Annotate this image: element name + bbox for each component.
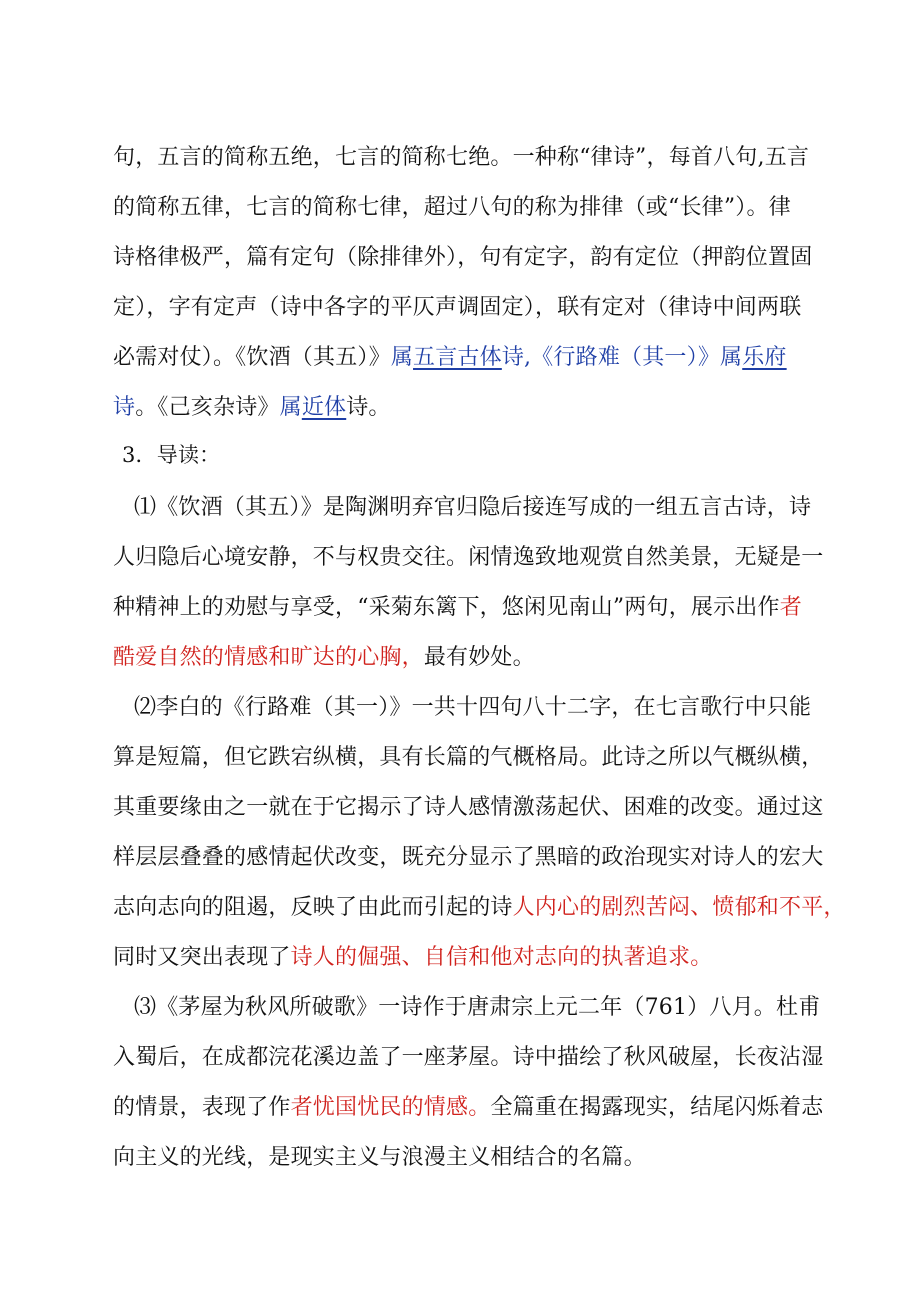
paragraph-line [113, 643, 535, 673]
hyperlink[interactable]: 五言古体 [413, 345, 502, 370]
text-run: 全篇重在揭露现实，结尾闪烁着志 [490, 1095, 824, 1120]
paragraph-line: 的简称五律，七言的简称七律，超过八句的称为排律（或“长律”）。律 [113, 195, 791, 220]
paragraph-line: 入蜀后，在成都浣花溪边盖了一座茅屋。诗中描绘了秋风破屋，长夜沾湿 [113, 1045, 824, 1070]
paragraph-line: 句，五言的简称五绝，七言的简称七绝。一种称“律诗”，每首八句,五言 [113, 145, 810, 170]
paragraph-line [113, 343, 787, 373]
link-text: 属 [720, 345, 743, 370]
paragraph-line: 人归隐后心境安静，不与权贵交往。闲情逸致地观赏自然美景，无疑是一 [113, 545, 824, 570]
paragraph-line [113, 593, 802, 623]
paragraph-line [113, 393, 391, 423]
text-run: 诗。 [346, 395, 391, 420]
link-text: 属 [390, 345, 414, 370]
paragraph-line: 诗格律极严，篇有定句（除排律外），句有定字，韵有定位（押韵位置固 [113, 245, 813, 270]
paragraph-line [113, 943, 712, 973]
paragraph-line: 其重要缘由之一就在于它揭示了诗人感情激荡起伏、困难的改变。通过这 [113, 795, 824, 820]
highlighted-text: 者忧国忧民的情感。 [290, 1095, 491, 1120]
hyperlink[interactable]: 近体 [301, 395, 347, 420]
link-text: 诗,《行路难（其一）》 [501, 345, 721, 370]
text-run: 志向志向的阻遏，反映了由此而引起的诗 [113, 895, 513, 920]
link-text: 属 [279, 395, 302, 420]
paragraph-line [113, 893, 846, 923]
paragraph-line: 样层层叠叠的感情起伏改变，既充分显示了黑暗的政治现实对诗人的宏大 [113, 845, 824, 870]
paragraph-line: 算是短篇，但它跌宕纵横，具有长篇的气概格局。此诗之所以气概纵横， [113, 745, 824, 770]
text-run: 必需对仗）。《饮酒（其五）》 [113, 345, 391, 370]
highlighted-text: 者 [779, 595, 802, 620]
highlighted-text: 酷爱自然的情感和旷达的心胸， [113, 645, 424, 670]
link-text: 诗 [113, 395, 136, 420]
paragraph-line: 定），字有定声（诗中各字的平仄声调固定），联有定对（律诗中间两联 [113, 295, 802, 320]
highlighted-text: 诗人的倔强、自信和他对志向的执著追求。 [290, 945, 713, 970]
hyperlink[interactable]: 乐府 [742, 345, 787, 370]
paragraph-line: ⑵李白的《行路难（其一）》一共十四句八十二字，在七言歌行中只能 [134, 695, 812, 720]
text-run: 同时又突出表现了 [113, 945, 291, 970]
paragraph-line: ⑴《饮酒（其五）》是陶渊明弃官归隐后接连写成的一组五言古诗，诗 [134, 495, 812, 520]
text-run: 种精神上的劝慰与享受，“采菊东篱下，悠闲见南山”两句，展示出作 [113, 595, 780, 620]
paragraph-line: ⑶《茅屋为秋风所破歌》一诗作于唐肃宗上元二年（761）八月。杜甫 [134, 995, 821, 1020]
text-run: 的情景，表现了作 [113, 1095, 291, 1120]
text-run: 最有妙处。 [423, 645, 535, 670]
paragraph-line [113, 1093, 823, 1123]
text-run: 。《己亥杂诗》 [135, 395, 280, 420]
section-heading: 3．导读： [122, 443, 221, 467]
highlighted-text: 人内心的剧烈苦闷、愤郁和不平， [512, 895, 846, 920]
paragraph-line: 向主义的光线，是现实主义与浪漫主义相结合的名篇。 [113, 1145, 646, 1170]
